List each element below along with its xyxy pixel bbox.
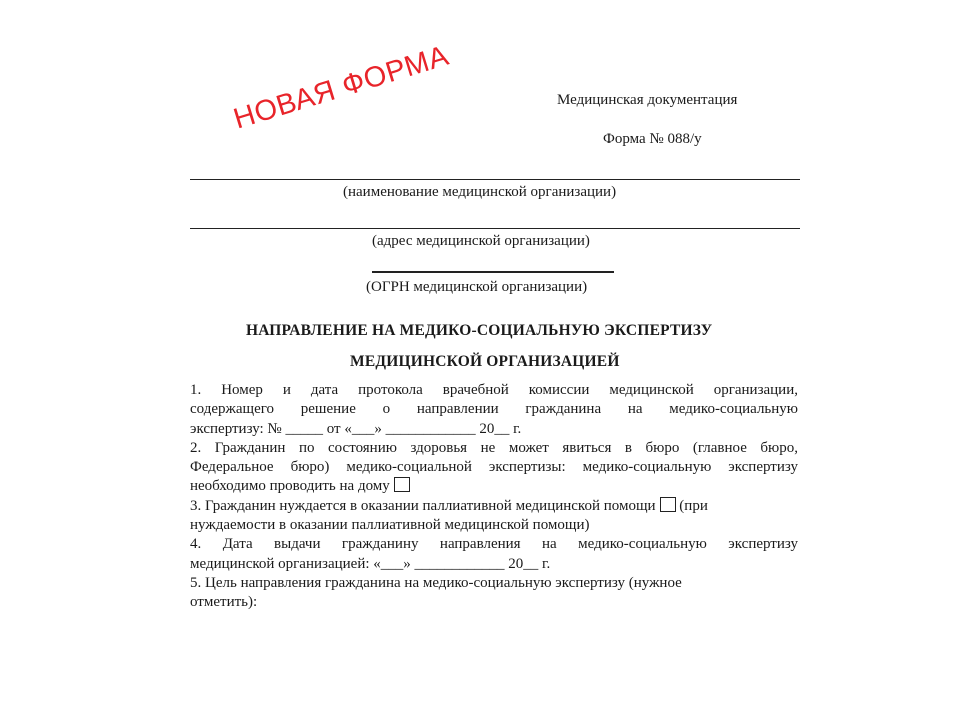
item-1-line-1: 1. Номер и дата протокола врачебной комиссии медицинской организации, (190, 382, 798, 398)
item-1-line-2: содержащего решение о направлении гражданина на медико-социальную (190, 401, 798, 418)
org-address-line[interactable] (190, 228, 800, 229)
item-3-line-1 (190, 497, 798, 516)
palliative-care-checkbox[interactable] (660, 497, 676, 512)
form-body (190, 381, 798, 613)
org-ogrn-line[interactable] (372, 271, 614, 273)
doc-type-label: Медицинская документация (557, 92, 738, 108)
form-number-label: Форма № 088/у (603, 131, 702, 147)
item-4-line-2: медицинской организацией: «___» ____________ 20__ г. (190, 555, 551, 572)
document-title: НАПРАВЛЕНИЕ НА МЕДИКО-СОЦИАЛЬНУЮ ЭКСПЕРТИЗУ (246, 322, 713, 339)
org-address-caption: (адрес медицинской организации) (372, 233, 590, 249)
item-2-text: необходимо проводить на дому (190, 478, 390, 495)
item-3-line-2: нуждаемости в оказании паллиативной медицинской помощи) (190, 517, 590, 534)
item-4-line-1: 4. Дата выдачи гражданину направления на медико-социальную экспертизу (190, 536, 798, 553)
item-2-line-3 (190, 477, 798, 496)
org-ogrn-caption: (ОГРН медицинской организации) (366, 279, 588, 295)
item-3-text: 3. Гражданин нуждается в оказании паллиативной медицинской помощи (190, 497, 656, 514)
item-3-text-tail: (при (679, 497, 708, 514)
item-5-line-1: 5. Цель направления гражданина на медико-социальную экспертизу (нужное (190, 574, 682, 591)
document-subtitle: МЕДИЦИНСКОЙ ОРГАНИЗАЦИЕЙ (350, 353, 620, 370)
new-form-stamp: НОВАЯ ФОРМА (230, 39, 453, 136)
item-5-line-2: отметить): (190, 594, 258, 611)
item-2-line-1: 2. Гражданин по состоянию здоровья не может явиться в бюро (главное бюро, (190, 439, 798, 456)
org-name-line[interactable] (190, 179, 800, 180)
home-exam-checkbox[interactable] (394, 477, 410, 492)
item-2-line-2: Федеральное бюро) медико-социальной экспертизы: медико-социальную экспертизу (190, 459, 798, 476)
org-name-caption: (наименование медицинской организации) (343, 184, 617, 200)
item-1-line-3: экспертизу: № _____ от «___» ____________ 20__ г. (190, 420, 522, 437)
